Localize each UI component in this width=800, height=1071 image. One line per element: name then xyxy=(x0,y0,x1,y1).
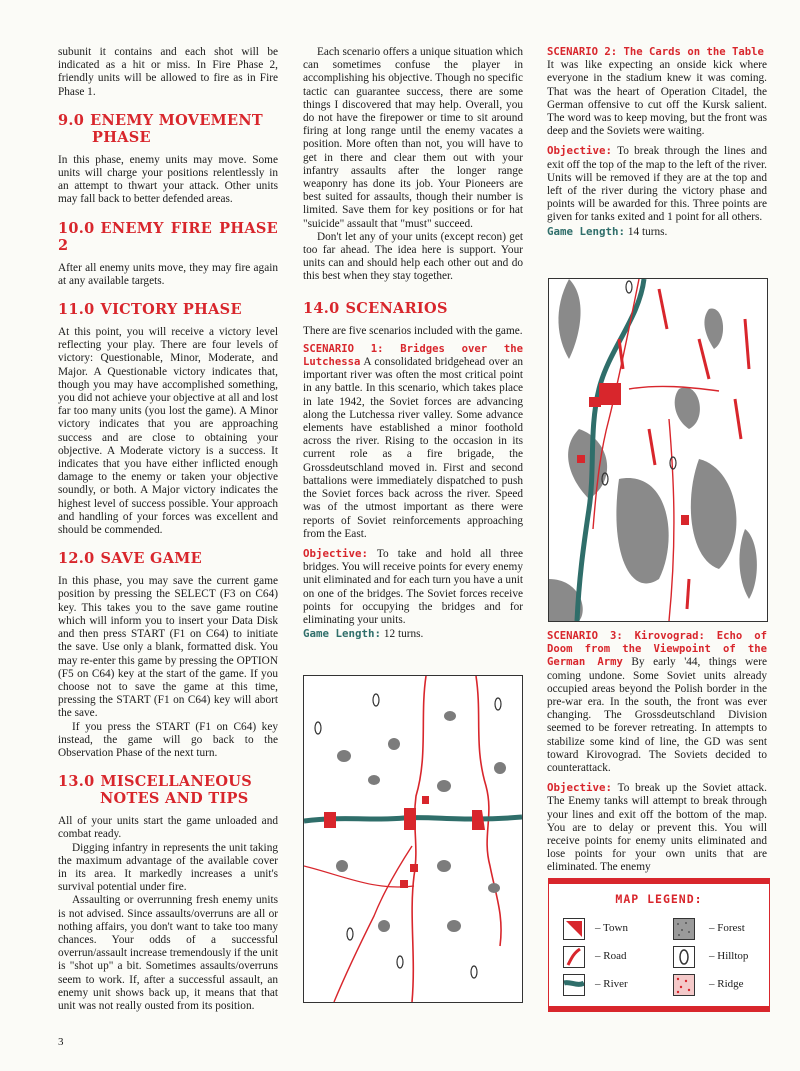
right-column xyxy=(547,46,767,239)
tips-paragraph: Each scenario offers a unique situation which can sometimes confuse the player in accomplishing his objective. Though no specific tactic can guarantee success, there are some things I discovered that may help. Overall, you do not have the firepower or time to sit around firing at long range until the enemy vacates a position. More often than not, you will have to get in there and clear them out with your infantry assaults after the longer range weaponry has done its job. Your Pioneers are best suited for assaults, though their number is limited. Save them for key positions or for hat "suicide" assault that "must" succeed. xyxy=(303,46,523,230)
forest-icon xyxy=(673,918,695,940)
section-10-text: After all enemy units move, they may fire again at any available targets. xyxy=(58,261,278,287)
section-9-heading: 9.0 ENEMY MOVEMENT PHASE xyxy=(58,111,264,146)
legend-town-label: – Town xyxy=(595,922,628,934)
legend-hilltop-label: – Hilltop xyxy=(709,950,749,962)
section-12-text-2: If you press the START (F1 on C64) key instead, the game will go back to the Observation Phase of the next turn. xyxy=(58,720,278,759)
scenario-1-title: SCENARIO 1: Bridges over the Lutchessa xyxy=(303,342,523,369)
middle-column xyxy=(303,46,523,641)
scenario-1-map-graphic xyxy=(304,676,522,1002)
section-12-heading: 12.0 SAVE GAME xyxy=(58,550,202,568)
map-legend xyxy=(548,878,770,1012)
legend-ridge-label: – Ridge xyxy=(709,978,744,990)
town-icon xyxy=(563,918,585,940)
scenario-2-title: SCENARIO 2: The Cards on the Table xyxy=(547,46,764,58)
scenario-3-text: SCENARIO 3: Kirovograd: Echo of Doom from the Viewpoint of the German Army By early '44, things were coming undone. Some Soviet units already occupied areas beyond the Polish border in the pre-war era. In the south, the front was ever changing. The Grossdeutschland Division seemed to be forever retreating. In attempts to stabilize some kind of line, the GD was sent toward Kirovograd. The Soviets decided to counterattack. xyxy=(547,630,767,775)
scenario-3-objective: Objective: To break up the Soviet attack. The Enemy tanks will attempt to break through your lines and exit off the bottom of the map. You are to delay or prevent this. You will receive points for enemy units eliminated and lose points for your own units that are eliminated. The enemy xyxy=(547,781,767,874)
tips-paragraph-2: Don't let any of your units (except recon) get too far ahead. The idea here is support. Your units can and should help each other out and do this best when they stay together. xyxy=(303,230,523,283)
section-10-heading: 10.0 ENEMY FIRE PHASE 2 xyxy=(58,219,278,254)
section-11-heading: 11.0 VICTORY PHASE xyxy=(58,301,242,319)
section-13-text-2: Digging infantry in represents the unit taking the maximum advantage of the available cover in its area. It markedly increases a unit's survival potential under fire. xyxy=(58,841,278,894)
scenario-2-text: It was like expecting an onside kick where everyone in the stadium knew it was coming. That was the heart of Operation Citadel, the German offensive to cut off the Kursk salient. The word was to keep moving, but the front was deep and the Soviets were waiting. xyxy=(547,59,767,138)
page-number: 3 xyxy=(58,1036,64,1048)
left-column xyxy=(58,46,278,1013)
scenario-3-title: SCENARIO 3: Kirovograd: Echo of Doom from the Viewpoint of the German Army xyxy=(547,630,767,669)
legend-river-label: – River xyxy=(595,978,628,990)
scenario-1-objective: Objective: To take and hold all three bridges. You will receive points for every enemy unit eliminated and for each turn you have a unit on one of the bridges. The Soviet forces receive points for occupying the bridges and for eliminating your units. xyxy=(303,546,523,626)
section-12-text: In this phase, you may save the current game position by pressing the SELECT (F3 on C64) key. This takes you to the save game routine which will inform you to insert your Data Disk and then press START (F1 on C64) to initiate the save. Use only a blank, formatted disk. You may re-enter this game by pressing the OPTION (F5 on C64) key at the start of the game. If you choose not to save the game at this time, pressing the START (F1 on C64) key will abort the save. xyxy=(58,575,278,720)
hilltop-icon xyxy=(673,946,695,968)
scenario-1-game-length: Game Length: 12 turns. xyxy=(303,627,424,641)
scenario-1-text: SCENARIO 1: Bridges over the Lutchessa A consolidated bridgehead over an important river was often the most critical point in any battle. In this scenario, which takes place in late 1942, the Soviet forces are advancing along the Lutchessa river valley. Some advance elements have established a minor foothold across the river. Rising to the occasion in its current role as a fire brigade, the Grossdeutschland moved in. First and second battalions were immediately dispatched to push the Soviet forces back across the river. Speed was of the utmost important as there were reports of Soviet reinforcements approaching from the East. xyxy=(303,342,524,540)
road-icon xyxy=(563,946,585,968)
intro-paragraph: subunit it contains and each shot will be indicated as a hit or miss. In Fire Phase 2, friendly units will be allowed to fire as in Fire Phase 1. xyxy=(58,46,278,98)
scenario-2-map xyxy=(548,278,768,622)
scenario-2-map-graphic xyxy=(549,279,767,621)
section-9-text: In this phase, enemy units may move. Some units will charge your positions relentlessly in an attempt to thwart your attack. Other units may fall back to better defended areas. xyxy=(58,153,278,206)
section-11-text: At this point, you will receive a victory level reflecting your play. There are four levels of victory: Questionable, Minor, Moderate, and Major. A Questionable victory indicates that, though you may have accomplished something, you did not achieve your objective at all and lost far too many units (you lost the game). A Minor victory indicates that you are approaching success and are close to obtaining your objective. A Moderate victory is a success. It indicates that you have either inflicted enough damage to the enemy or taken your objective soundly, or both. A Major victory indicates the highest level of success possible. Your approach and handling of your forces was excellent and should be commended. xyxy=(58,326,278,537)
section-14-heading: 14.0 SCENARIOS xyxy=(303,299,448,317)
legend-road-label: – Road xyxy=(595,950,627,962)
scenario-2-objective: Objective: To break through the lines and exit off the top of the map to the left of the river. Units will be removed if they are at the top and left of the river during the victory phase and points will be awarded for this. Three points are given for tanks exited and 1 point for all others. xyxy=(547,144,767,224)
scenario-1-map xyxy=(303,675,523,1003)
legend-forest-label: – Forest xyxy=(709,922,745,934)
section-14-text: There are five scenarios included with the game. xyxy=(303,324,523,337)
section-13-heading: 13.0 MISCELLANEOUS NOTES AND TIPS xyxy=(58,773,253,808)
river-icon xyxy=(563,974,585,996)
ridge-icon xyxy=(673,974,695,996)
scenario-2-game-length: Game Length: 14 turns. xyxy=(547,224,668,238)
right-column-lower xyxy=(547,630,767,875)
section-13-text-1: All of your units start the game unloaded and combat ready. xyxy=(58,815,278,841)
section-13-text-3: Assaulting or overrunning fresh enemy units is not advised. Since assaults/overruns are all or nothing affairs, you don't want to take too many chances. Your odds of a successful overrun/assault increase tremendously if the unit is "shot up" a bit. Sometimes assaults/overruns seem to work. If, after a successful assault, an enemy unit shows back up, it means that that unit was not really ousted from its position. xyxy=(58,894,278,1012)
legend-title: MAP LEGEND: xyxy=(615,892,703,906)
